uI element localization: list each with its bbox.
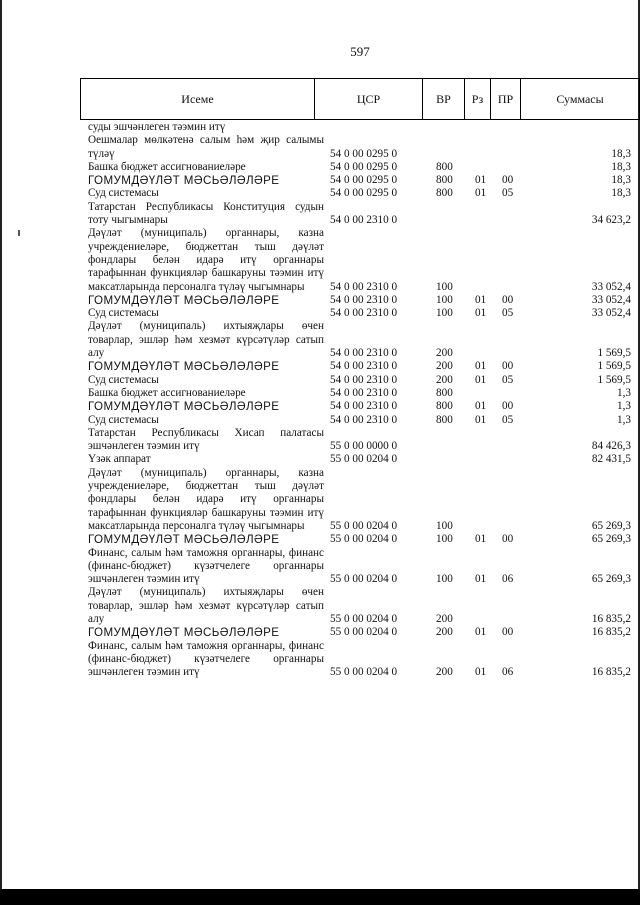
- table-row: [88, 187, 633, 200]
- row-name: Суд системасы: [88, 413, 159, 426]
- row-name: Дәүләт (муниципаль) органнары, казна учреждениеләре, бюджеттан тыш дәүләт фондлары белән идарә итү органнары тарафыннан функцияләр башкаруны тәэмин итү максатларында персоналга түләү чыгымнары: [88, 466, 324, 532]
- row-sum: 16 835,2: [591, 612, 631, 625]
- row-name: Татарстан Республикасы Конституция судын тоту чыгымнары: [88, 200, 324, 227]
- row-name: Финанс, салым һәм таможня органнары, финанс (финанс-бюджет) күзәтчелеге органнары эшчәнлеген тәэмин итү: [88, 639, 324, 679]
- row-sum: 1 569,5: [597, 373, 631, 386]
- row-sum: 1 569,5: [597, 347, 631, 360]
- row-vr: 200: [436, 347, 453, 360]
- table-row: [88, 414, 633, 427]
- header-vr: ВР: [423, 79, 465, 120]
- row-sum: 65 269,3: [591, 573, 631, 586]
- row-csr: 54 0 00 2310 0: [330, 347, 398, 360]
- scan-left-edge: [0, 0, 2, 905]
- row-vr: 800: [436, 160, 453, 173]
- row-name: Дәүләт (муниципаль) ихтыяҗлары өчен товарлар, эшләр һәм хезмәт күрсәтүләр сатып алу: [88, 586, 324, 625]
- row-csr: 54 0 00 2310 0: [330, 214, 398, 227]
- row-sum: 16 835,2: [591, 626, 631, 639]
- row-csr: 55 0 00 0204 0: [330, 533, 398, 546]
- row-csr: 54 0 00 2310 0: [330, 386, 398, 399]
- table-row: [88, 121, 633, 134]
- row-csr: 54 0 00 2310 0: [330, 280, 398, 293]
- row-pr: 00: [502, 626, 514, 639]
- row-name: Дәүләт (муниципаль) органнары, казна учреждениеләре, бюджеттан тыш дәүләт фондлары белән идарә итү органнары тарафыннан функцияләр башкаруны тәэмин итү максатларында персоналга түләү чыгымнары: [88, 227, 324, 293]
- row-name: Үзәк аппарат: [88, 453, 151, 466]
- row-pr: 00: [502, 533, 514, 546]
- row-name: ГОМУМДӘҮЛӘТ МӘСЬӘЛӘЛӘРЕ: [88, 174, 280, 188]
- row-csr: 54 0 00 2310 0: [330, 400, 398, 413]
- row-name: Суд системасы: [88, 187, 159, 200]
- table-row: [88, 374, 633, 387]
- row-pr: 06: [502, 573, 514, 586]
- row-csr: 55 0 00 0000 0: [330, 440, 398, 453]
- row-sum: 33 052,4: [591, 307, 631, 320]
- row-rz: 01: [475, 573, 487, 586]
- row-sum: 18,3: [611, 147, 631, 160]
- row-vr: 100: [436, 573, 453, 586]
- row-name: суды эшчәнлеген тәэмин итү: [88, 121, 226, 133]
- row-csr: 55 0 00 0204 0: [330, 519, 398, 532]
- row-vr: 800: [436, 174, 453, 187]
- table-row: [88, 320, 633, 360]
- header-name: Исеме: [81, 79, 315, 120]
- row-sum: 1,3: [617, 413, 631, 426]
- row-pr: 05: [502, 373, 514, 386]
- row-pr: 05: [502, 307, 514, 320]
- row-sum: 1,3: [617, 400, 631, 413]
- row-pr: 00: [502, 400, 514, 413]
- row-vr: 100: [436, 533, 453, 546]
- table-row: [88, 626, 633, 639]
- row-sum: 33 052,4: [591, 280, 631, 293]
- row-name: Оешмалар мөлкәтенә салым һәм җир салымы түләү: [88, 134, 324, 160]
- row-sum: 16 835,2: [591, 666, 631, 679]
- row-name: Татарстан Республикасы Хисап палатасы эшчәнлеген тәэмин итү: [88, 426, 324, 453]
- row-rz: 01: [475, 174, 487, 187]
- header-rz: Рз: [465, 79, 491, 120]
- row-vr: 800: [436, 386, 453, 399]
- row-csr: 55 0 00 0204 0: [330, 666, 398, 679]
- row-sum: 34 623,2: [591, 214, 631, 227]
- page-number: 597: [350, 44, 370, 59]
- row-vr: 800: [436, 187, 453, 200]
- table-row: [88, 586, 633, 626]
- row-rz: 01: [475, 373, 487, 386]
- row-sum: 1 569,5: [597, 360, 631, 373]
- table-header: [80, 78, 640, 120]
- row-sum: 18,3: [611, 160, 631, 173]
- row-rz: 01: [475, 400, 487, 413]
- table-row: [88, 174, 633, 187]
- header-pr: ПР: [491, 79, 521, 120]
- row-vr: 200: [436, 626, 453, 639]
- row-vr: 800: [436, 413, 453, 426]
- row-name: Суд системасы: [88, 307, 159, 320]
- row-pr: 00: [502, 360, 514, 373]
- row-csr: 54 0 00 0295 0: [330, 174, 398, 187]
- row-csr: 54 0 00 2310 0: [330, 360, 398, 373]
- row-rz: 01: [475, 293, 487, 306]
- table-row: [88, 427, 633, 454]
- row-rz: 01: [475, 666, 487, 679]
- row-vr: 100: [436, 293, 453, 306]
- row-csr: 54 0 00 0295 0: [330, 147, 398, 160]
- row-vr: 100: [436, 307, 453, 320]
- table-row: [88, 307, 633, 320]
- row-sum: 18,3: [611, 174, 631, 187]
- row-vr: 800: [436, 400, 453, 413]
- row-csr: 54 0 00 2310 0: [330, 373, 398, 386]
- row-sum: 33 052,4: [591, 293, 631, 306]
- row-vr: 200: [436, 360, 453, 373]
- scan-speck: [18, 230, 20, 236]
- row-name: ГОМУМДӘҮЛӘТ МӘСЬӘЛӘЛӘРЕ: [88, 533, 280, 547]
- row-csr: 55 0 00 0204 0: [330, 612, 398, 625]
- row-vr: 100: [436, 519, 453, 532]
- table-row: [88, 161, 633, 174]
- row-name: ГОМУМДӘҮЛӘТ МӘСЬӘЛӘЛӘРЕ: [88, 626, 280, 640]
- table-row: [88, 294, 633, 307]
- header-sum: Суммасы: [521, 79, 640, 120]
- row-csr: 54 0 00 2310 0: [330, 413, 398, 426]
- row-sum: 82 431,5: [591, 453, 631, 466]
- row-name: Финанс, салым һәм таможня органнары, финанс (финанс-бюджет) күзәтчелеге органнары эшчәнлеген тәэмин итү: [88, 546, 324, 586]
- table-row: [88, 533, 633, 546]
- row-sum: 18,3: [611, 187, 631, 200]
- row-rz: 01: [475, 360, 487, 373]
- row-name: ГОМУМДӘҮЛӘТ МӘСЬӘЛӘЛӘРЕ: [88, 400, 280, 414]
- row-rz: 01: [475, 187, 487, 200]
- table-row: [88, 547, 633, 587]
- scan-bottom-bar: [0, 889, 640, 905]
- row-csr: 54 0 00 0295 0: [330, 160, 398, 173]
- row-vr: 100: [436, 280, 453, 293]
- table-body: [88, 121, 633, 679]
- table-row: [88, 360, 633, 373]
- row-csr: 55 0 00 0204 0: [330, 626, 398, 639]
- header-csr: ЦСР: [315, 79, 423, 120]
- row-sum: 65 269,3: [591, 533, 631, 546]
- table-row: [88, 400, 633, 413]
- row-pr: 00: [502, 293, 514, 306]
- row-name: Башка бюджет ассигнованиеләре: [88, 386, 246, 399]
- row-rz: 01: [475, 413, 487, 426]
- row-vr: 200: [436, 373, 453, 386]
- row-name: Суд системасы: [88, 373, 159, 386]
- table-row: [88, 201, 633, 228]
- table-row: [88, 387, 633, 400]
- row-rz: 01: [475, 307, 487, 320]
- row-sum: 65 269,3: [591, 519, 631, 532]
- row-vr: 200: [436, 612, 453, 625]
- row-csr: 55 0 00 0204 0: [330, 573, 398, 586]
- row-sum: 1,3: [617, 386, 631, 399]
- row-name: Дәүләт (муниципаль) ихтыяҗлары өчен товарлар, эшләр һәм хезмәт күрсәтүләр сатып алу: [88, 320, 324, 360]
- row-pr: 06: [502, 666, 514, 679]
- row-csr: 54 0 00 2310 0: [330, 293, 398, 306]
- table-row: [88, 640, 633, 680]
- table-row: [88, 467, 633, 533]
- row-pr: 05: [502, 413, 514, 426]
- table-row: [88, 453, 633, 466]
- row-vr: 200: [436, 666, 453, 679]
- row-csr: 54 0 00 0295 0: [330, 187, 398, 200]
- row-csr: 55 0 00 0204 0: [330, 453, 398, 466]
- row-pr: 00: [502, 174, 514, 187]
- table-row: [88, 227, 633, 293]
- row-csr: 54 0 00 2310 0: [330, 307, 398, 320]
- row-name: ГОМУМДӘҮЛӘТ МӘСЬӘЛӘЛӘРЕ: [88, 293, 280, 307]
- row-rz: 01: [475, 533, 487, 546]
- row-rz: 01: [475, 626, 487, 639]
- row-pr: 05: [502, 187, 514, 200]
- row-sum: 84 426,3: [591, 440, 631, 453]
- row-name: Башка бюджет ассигнованиеләре: [88, 160, 246, 173]
- row-name: ГОМУМДӘҮЛӘТ МӘСЬӘЛӘЛӘРЕ: [88, 360, 280, 374]
- table-row: [88, 134, 633, 161]
